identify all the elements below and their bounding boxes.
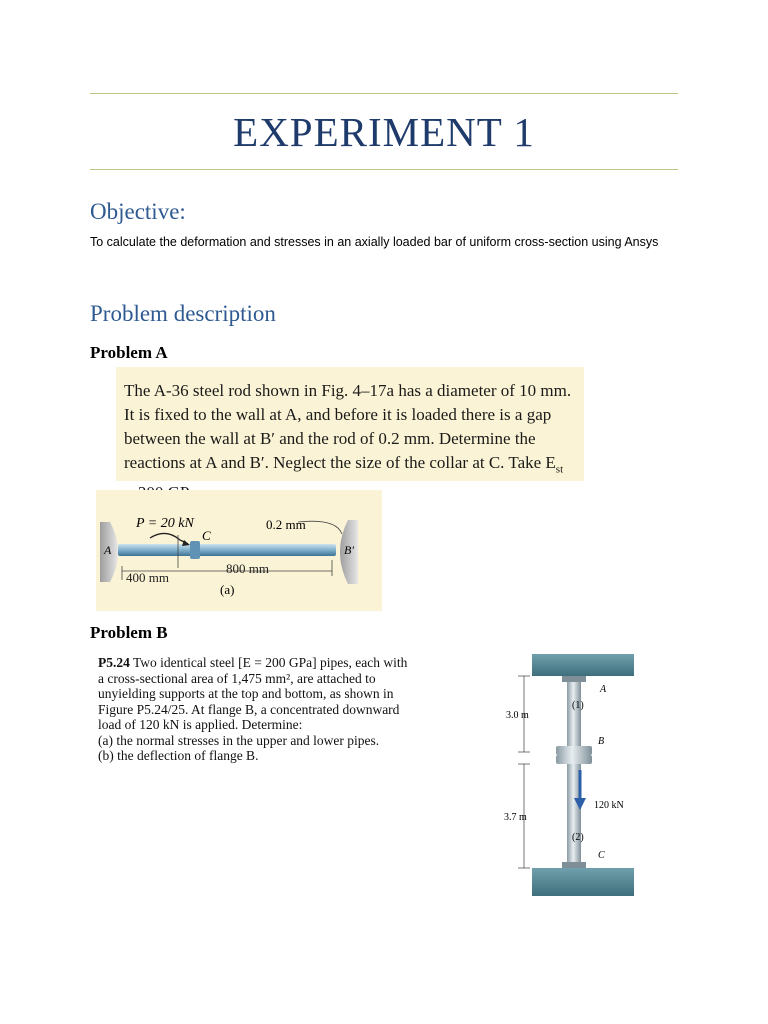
collar	[190, 541, 200, 559]
problem-number: P5.24	[98, 655, 130, 670]
problem-b-heading: Problem B	[90, 623, 168, 642]
lower-length-label: 3.7 m	[504, 812, 527, 823]
load-label: 120 kN	[594, 800, 624, 811]
problem-a-figure	[96, 490, 382, 611]
problem-a-heading: Problem A	[90, 343, 168, 362]
load-label: P = 20 kN	[136, 516, 194, 531]
problem-b-statement: P5.24 Two identical steel [E = 200 GPa] pipes, each with a cross-sectional area of 1,475 mm², are attached to unyielding supports at the top and bottom, as shown in Figure P5.24/25. At flange B, a concentrated downward load of 120 kN is applied. Determine: (a) the normal stresses in the upper and lower pipes. (b) the deflection of flange B.	[98, 655, 408, 763]
problem-description-heading: Problem description	[90, 301, 276, 326]
top-rule	[90, 93, 678, 94]
problem-b-figure	[496, 652, 646, 907]
rod	[118, 544, 336, 556]
objective-text: To calculate the deformation and stresses in an axially loaded bar of uniform cross-section using Ansys	[90, 235, 659, 249]
page-title: EXPERIMENT 1	[233, 109, 535, 155]
upper-pipe	[567, 682, 581, 748]
left-support-label: A	[104, 543, 112, 557]
flange-label: B	[598, 736, 605, 747]
dim-short-label: 400 mm	[126, 570, 169, 585]
gap-label: 0.2 mm	[266, 517, 306, 532]
pipe-diagram	[496, 652, 646, 902]
lower-member-label: (2)	[572, 832, 584, 843]
figure-caption: (a)	[220, 582, 235, 597]
rod-diagram	[96, 490, 382, 611]
upper-length-label: 3.0 m	[506, 710, 529, 721]
upper-member-label: (1)	[572, 700, 584, 711]
title-underline	[90, 169, 678, 170]
problem-a-statement-panel	[116, 367, 584, 481]
top-support	[532, 654, 634, 676]
right-support-label: B′	[344, 543, 354, 557]
bottom-label: C	[598, 850, 605, 861]
top-label: A	[600, 684, 607, 695]
bottom-support	[532, 868, 634, 896]
dim-long-label: 800 mm	[226, 561, 269, 576]
flange-b	[556, 746, 592, 755]
objective-heading: Objective:	[90, 199, 186, 224]
load-arrow	[150, 533, 188, 544]
problem-a-statement: The A-36 steel rod shown in Fig. 4–17a has a diameter of 10 mm. It is fixed to the wall at A, and before it is loaded there is a gap between the wall at B′ and the rod of 0.2 mm. Determine the reactions at A and B′. Neglect the size of the collar at C. Take $E_{st}$	[124, 381, 572, 476]
collar-label: C	[202, 528, 211, 543]
